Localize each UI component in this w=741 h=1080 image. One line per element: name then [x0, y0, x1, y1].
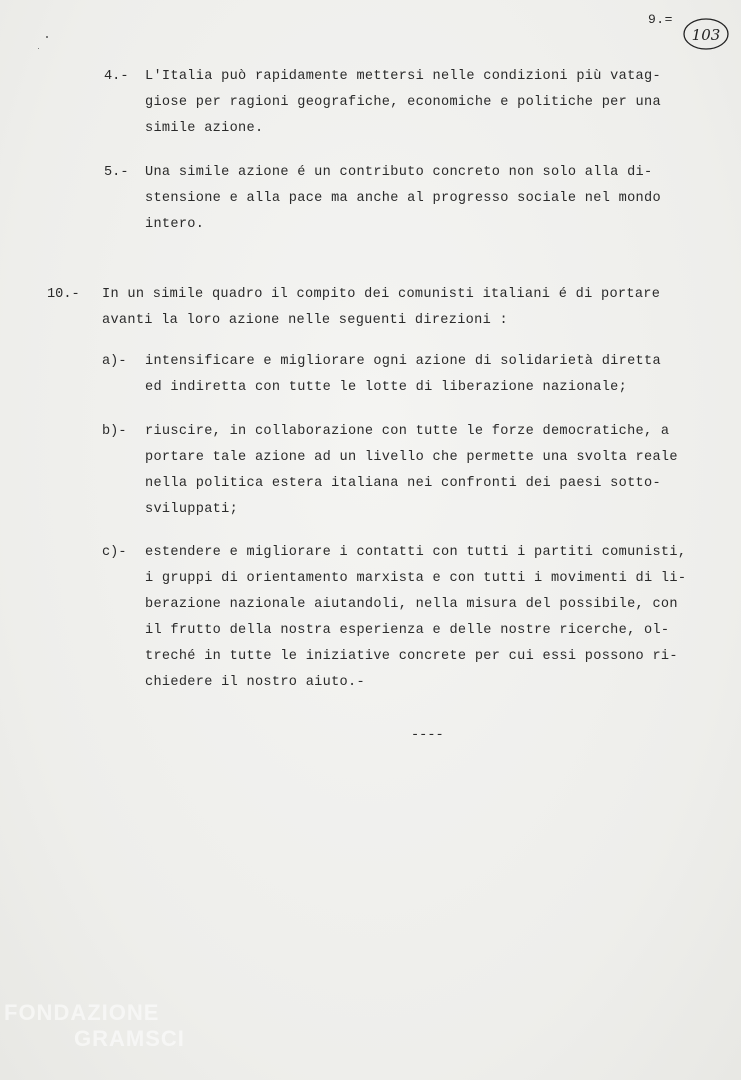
archive-number-stamp — [681, 16, 731, 52]
item-b-line: sviluppati; — [145, 502, 239, 517]
item-c-line: i gruppi di orientamento marxista e con tutti i movimenti di li- — [145, 571, 687, 586]
paper-speck — [46, 36, 48, 38]
item-b-line: riuscire, in collaborazione con tutte le forze democratiche, a — [145, 424, 670, 439]
section-5-line: stensione e alla pace ma anche al progresso sociale nel mondo — [145, 191, 661, 206]
item-c-line: chiedere il nostro aiuto.- — [145, 675, 365, 690]
item-c-line: treché in tutte le iniziative concrete per cui essi possono ri- — [145, 649, 678, 664]
item-c-line: berazione nazionale aiutandoli, nella misura del possibile, con — [145, 597, 678, 612]
section-5-line: Una simile azione é un contributo concreto non solo alla di- — [145, 165, 653, 180]
archive-watermark — [4, 1000, 185, 1052]
item-a-line: intensificare e migliorare ogni azione di solidarietà diretta — [145, 354, 661, 369]
item-c-marker: c)- — [102, 545, 127, 560]
item-a-marker: a)- — [102, 354, 127, 369]
page-number: 9.= — [648, 12, 673, 27]
item-b-marker: b)- — [102, 424, 127, 439]
section-4-line: simile azione. — [145, 121, 264, 136]
item-b-line: portare tale azione ad un livello che permette una svolta reale — [145, 450, 678, 465]
section-4-line: L'Italia può rapidamente mettersi nelle condizioni più vatag- — [145, 69, 661, 84]
watermark-line: FONDAZIONE — [4, 1000, 160, 1025]
item-c-line: il frutto della nostra esperienza e delle nostre ricerche, ol- — [145, 623, 670, 638]
closing-separator: ---- — [411, 728, 444, 743]
section-10-line: In un simile quadro il compito dei comunisti italiani é di portare — [102, 287, 661, 302]
section-5-line: intero. — [145, 217, 205, 232]
archive-number: 103 — [691, 26, 721, 44]
section-4-line: giose per ragioni geografiche, economiche e politiche per una — [145, 95, 661, 110]
watermark-line: GRAMSCI — [74, 1026, 185, 1051]
section-5-marker: 5.- — [104, 165, 129, 180]
section-10-line: avanti la loro azione nelle seguenti direzioni : — [102, 313, 508, 328]
paper-speck — [38, 48, 39, 49]
item-a-line: ed indiretta con tutte le lotte di liberazione nazionale; — [145, 380, 628, 395]
section-10-marker: 10.- — [47, 287, 80, 302]
section-4-marker: 4.- — [104, 69, 129, 84]
item-c-line: estendere e migliorare i contatti con tutti i partiti comunisti, — [145, 545, 687, 560]
item-b-line: nella politica estera italiana nei confronti dei paesi sotto- — [145, 476, 661, 491]
